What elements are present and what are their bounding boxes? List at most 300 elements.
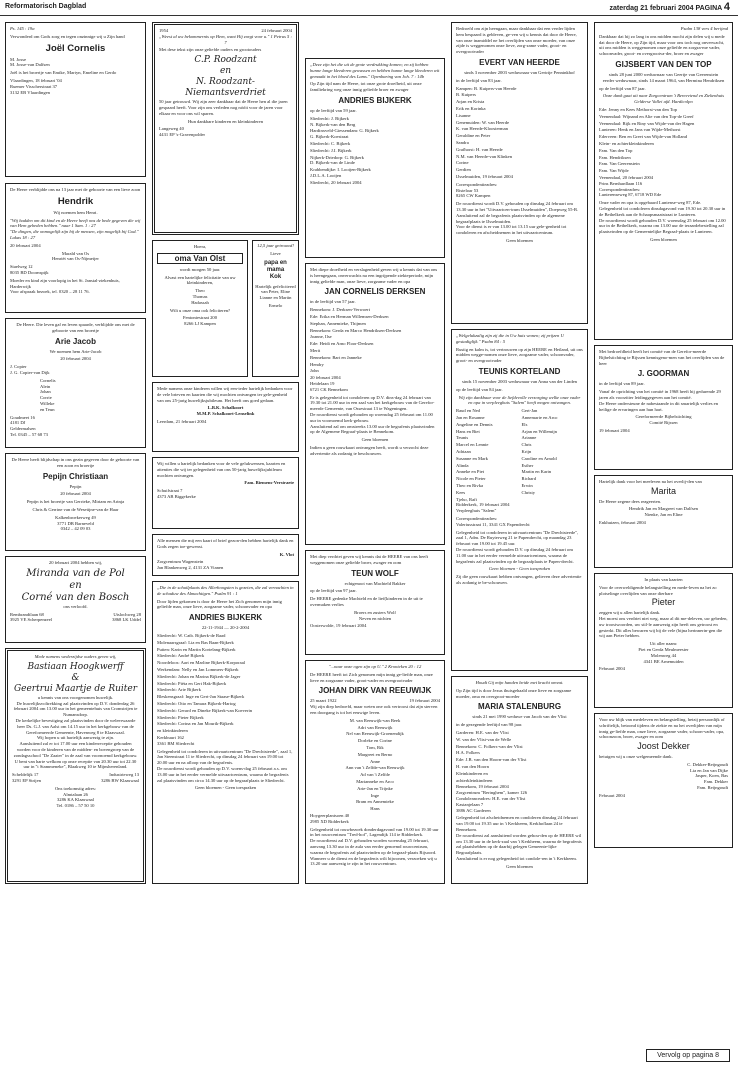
- continued-on-page-link[interactable]: Vervolg op pagina 8: [646, 1049, 730, 1062]
- celebrant-name: oma Van Olst: [157, 253, 243, 264]
- family-row: Annemarie en Arco: [521, 414, 558, 420]
- family-row: John: [310, 368, 319, 374]
- address: 20 februari 2004 Heidelaan 19 6721 CK Bennekom: [310, 375, 348, 392]
- widower-note: sinds 28 juni 2000 weduwnaar van Geertje van Geerenstein eerder weduwnaar, sinds 14 maart 1964, van Hermina Hendriksen: [602, 71, 725, 83]
- note: Moeder en kind zijn voorlopig in het St. Janstal-ziekenhuis, Harderwijk Voor afspraak bezoek, tel. 0320 – 28 11 76.: [10, 277, 120, 295]
- family-row: Fam. Van Wijde: [599, 168, 629, 174]
- deceased-name: Joost Dekker: [637, 741, 690, 752]
- family-row: H. van den Hoorn: [456, 763, 489, 769]
- address: Correspondentieadres: Valeriusstraat 11, 3341 GX Papendrecht: [456, 515, 530, 527]
- address: Veenendaal, 20 februari 2004 Prins Bernhardlaan 116 Correspondentieadres: Lunterenseweg 87, 6718 WD Ede: [599, 174, 662, 198]
- date: 20 februari 2004: [10, 242, 41, 248]
- intro: De Heere. Die leven gaf en leven spaarde, verblijdde ons met de geboorte van een broertje: [16, 322, 135, 333]
- family-row: Arjan en Willemijn: [521, 428, 557, 434]
- intro: Voor de overweldigende belangstelling en mede-leven na het zo plotselinge overlijden van onze dierbare: [599, 584, 717, 596]
- nickname: We noemen hem Arie-Jacob: [49, 348, 102, 354]
- obituary-jan-derksen: [305, 263, 445, 545]
- blessing: De Heere zegene dees reageerten.: [599, 498, 662, 504]
- intro: De Heere verblijdde ons na 13 jaar met de geboorte van een lieve zoon: [10, 187, 141, 192]
- funeral-details: Gelegenheid tot condoleren in uitvaartcentrum "De Drechtsteede", zaal 1, Jan Steenstraat 11 te Sliedrecht, op dinsdag 24 februari van 19.00 tot 20.00 uur en na afloop van de begrafenis. De rouwdienst wordt gehouden op D.V. woens-dag 25 februari a.s. om 13.00 uur in het eerder vermelde uitvaartcentrum, waarna de begrafenis zal plaatsvinden om circa 14.30 uur op de begraafplaats te Sliedrecht.: [157, 748, 293, 783]
- intro: Op Zijn tijd is door Jezus thuisgehaald onze lieve en zorgzame moeder, oma en overgroot-moeder: [456, 687, 572, 699]
- parents: Chris & Gerrine van de Wesetijne-van de Haar: [32, 506, 119, 512]
- address: Kerkbuurt 162 3361 BM Sliedrecht: [157, 734, 195, 746]
- family-row: Bleskensgraaf: Inge en Gert-Jan Staase-Bijkerk: [157, 694, 245, 700]
- quote: "Wij hadden om dit kind en de Heere heeft ons de bede gegeven die wij van Hem gebeden hebben." naar 1 Sam. 1 : 27 "De dingen, die onmogelijk zijn bij de mensen, zijn mogelijk bij God." Lukas 18 : 27: [10, 217, 141, 240]
- family-row: Erwin: [521, 482, 533, 488]
- family-row: Ede: Erika en Herman Willemsen-Derksen: [310, 313, 389, 319]
- widower-note: sinds 15 november 2003 weduwnaar van Anna van der Linden: [462, 378, 577, 384]
- siblings: Cornelis Alein Johan Corrie Willeke en Teun: [40, 377, 56, 412]
- footnote: Geen bloemen: [506, 863, 533, 869]
- thanks-ad-marita: [594, 475, 733, 568]
- child-name: Joël Cornelis: [45, 42, 106, 54]
- thanks-ad-pieter: [594, 573, 733, 708]
- footnote: Geen bloemen: [361, 437, 389, 443]
- family-row: B. Kuipers: [456, 92, 476, 98]
- family-row: Merit: [310, 347, 321, 353]
- family-row: Hardinxveld-Giessendam: G. Bijkerk G. Bijkerk-Koestraat: [310, 128, 379, 140]
- signed: Uit aller naam: Piet en Gerda Meulmeester Molenweg 44 4341 BE Arnemuiden: [638, 641, 689, 664]
- year-start: 1954: [159, 28, 169, 33]
- family-row: Marianneke en Arco: [356, 778, 394, 784]
- headline: 12,5 jaar getrouwd!: [257, 243, 294, 248]
- family-row: Kampen: B. Kuipers-van Heerde: [456, 85, 517, 91]
- intro: Hartelijk dank voor het meeleven na het overlij-den van: [599, 479, 702, 484]
- couple-names: Bastiaan Hoogkwerff & Geertrui Maartje de Ruiter: [13, 661, 138, 694]
- address-left: Scheldelijk 17 3291 EP Strijen: [12, 772, 41, 783]
- age: op de leeftijd van 84 jaar.: [456, 386, 503, 392]
- family-row: Bennekom: C. Folkers-van der Vlist: [456, 743, 523, 749]
- funeral-details: Gelegenheid tot condoleren in uitvaartcentrum "De Drechtsteede", zaal 1, Adm. De Ruyterweg 21 te Papendrecht, op maandag 23 februari van 19.00 tot 19.45 uur. De rouwdienst wordt gehouden D.V. op dinsdag 24 februari om 11.00 uur in het eerder vermelde uitvaartcentrum, waarna de begrafenis zal plaatsvinden op de begraafplaats te Papen-drecht.: [456, 529, 579, 564]
- family-row: Jan en Rosanne: [456, 414, 485, 420]
- birthday-ad-oma: [152, 240, 248, 377]
- family-row: Bram en Annemieke: [356, 799, 394, 805]
- family-row: Ederveen: Ben en Greet van Wijde-van Holland: [599, 134, 687, 140]
- signed: Fam. Biemens-Verstraete: [244, 480, 294, 486]
- signed: C. Dekker-Reijngoudt Lia en Jan van Dijke Jasper, Koen, Bas Fam. Dekker Fam. Reijngoudt: [687, 761, 728, 790]
- congrats: Alvast een hartelijke felicitatie van uw kleinkinderen,: [164, 274, 236, 286]
- nickname: Pepijn: [69, 483, 82, 489]
- age: op de leeftijd van 97 jaar.: [310, 588, 357, 594]
- family-row: Nicole en Pieter: [456, 476, 486, 482]
- family-row: en kleinkinderen: [157, 728, 188, 734]
- place-date: IJsselmuiden, 19 februari 2004: [456, 173, 513, 179]
- intro: Dankbaar dat hij zo lang in ons midden mocht zijn delen wij u mede dat door de Heere, op Zijn tijd, maar voor ons toch nog onverwacht, uit ons midden is weggenomen onze geliefde en zorgza-me vader, schoonvader, groot- en overgrootva-der, broer en zwager: [599, 33, 725, 57]
- footnote: Geen bloemen - Geen toespraken: [194, 785, 257, 791]
- family-row: Tjeho, Rafi: [456, 496, 477, 502]
- family-row: Sliedrecht: J. Bijkerk N. Bijkerk-van den Berg: [310, 115, 356, 127]
- life-dates: 22-11-1944 — 20-2-2004: [201, 625, 250, 631]
- obituary-andries-bijkerk-family: [305, 58, 445, 258]
- family-list: [456, 86, 583, 173]
- family-row: Tom, Rik: [366, 744, 384, 750]
- thanks-ad-vlot: [152, 534, 299, 576]
- age: op de leeftijd van 59 jaar.: [310, 107, 357, 113]
- intro: Met dese tekst zijn onze geliefde ouders en grootouders: [159, 47, 262, 53]
- date: 24 februari 2004: [261, 28, 292, 33]
- page-header: [0, 0, 738, 16]
- occasion: wordt morgen 50 jaar.: [179, 266, 221, 272]
- intro: De Heere heeft blijdschap in ons gezin gegeven door de geboorte van een zoon en broertje: [11, 457, 140, 468]
- family-row: Sliedrecht: Corina en Jan Mourik-Bijkerk: [157, 721, 234, 727]
- deceased-name: EVERT VAN HEERDE: [479, 57, 560, 67]
- family-list: [599, 107, 728, 174]
- family-row: Adri van Reeuwijk: [357, 724, 393, 730]
- grandchildren: Theo Thomas Hadassah: [191, 288, 209, 305]
- congrats: Hartelijk gefeliciteerd van Peter, Eline Lianne en Martin: [255, 283, 296, 301]
- family-row: Chris: [521, 442, 532, 448]
- family-row: Sliedrecht: Pieter Bijkerk: [157, 714, 204, 720]
- funeral-details: Gelegenheid tot rouwbezoek donderdagavond van 19.00 tot 19.30 uur in het rouwcentrum "Tred-hof", Lagendijk 114 te Ridderkerk. De rouwdienst zal D.V. gehouden worden woensdag 25 februari, aanvang 13.30 uur in de aula van eerder genoemd rouwcentrum, waarna de begrafenis zal plaatsvinden op de begraaf-plaats Rijsoord. Wanneer u de dienst en de begrafenis wilt bijwonen, verzoeken wij u 13.20 uur aanwezig te zijn in het rouwcentrum.: [310, 826, 439, 867]
- nickname: Wij noemen hem Henri.: [53, 209, 98, 215]
- funeral-details: Er is gelegenheid tot condoleren op D.V. dins-dag 24 februari van 19.30 tot 21.00 uur in een zaal van het kerkgebouw van de Gerefor-meerde Gemeente, van Ossestraat 13 te Wageningen. De rouwdienst wordt gehouden op woensdag 25 februari om 11.00 uur in voornoemd kerk-gebouw. Aansluitend zal om omstreeks 13.00 uur de begrafenis plaatsvinden op de Algemene Begraaf-plaats te Bennekom.: [310, 394, 435, 435]
- family-list: [456, 730, 583, 783]
- body: De HEERE gedenke Machteld en de lief(kinderen in de uit te overmaken verlies: [310, 596, 423, 607]
- intro: Mede namens wederzijdse ouders geven wij,: [34, 654, 117, 659]
- child-name: Arie Jacob: [55, 336, 96, 346]
- date: 20 februari 2004: [60, 356, 91, 362]
- family-row: Grafhorst: H. van Heerde: [456, 146, 503, 152]
- family-row: Kleinkinderen en: [456, 770, 488, 776]
- family-row: Ad van 't Zelfde: [360, 772, 390, 778]
- family-row: Marcel en Lennie: [456, 442, 489, 448]
- body: Alle mensen die mij een kaart of brief gezon-den hebben hartelijk dank en Gods zegen toe-gewenst.: [157, 538, 294, 549]
- widower-note: sinds 3 november 2003 weduwnaar van Gertrije Penninkhof: [464, 69, 575, 75]
- family-list: [310, 718, 440, 812]
- date: Februari 2004: [599, 792, 625, 798]
- age: in de leeftijd van 89 jaar.: [599, 381, 645, 387]
- body: zeggen wij u allen hartelijk dank. Het moest ons verdriet niet weg, maar al dit me-deleven, uw gebeden, uw troostwoorden, uw stil-le aanwezig zijn heeft ons getroost en gesterkt. Dit alles bewaren wij bij de vele (bijna herinnerin-gen die wij aan Pieter hebben.: [599, 610, 728, 639]
- family-row: Krabbendijke: I. Looijen-Bijkerk J.D.L.A. Looijen: [310, 167, 371, 178]
- family-row: Theo en Rivka: [456, 482, 484, 488]
- signed: Broers en zusters Wolf Neven en nichten: [354, 609, 396, 621]
- family-row: Nijkerk-Driedorp: G. Bijkerk D. Bijkerk-van de Linde: [310, 154, 364, 166]
- intro: Met diepe droefheid en verslagenheid geven wij u kennis dat van ons is heengegaan, onverwachts na een ingrijpende ziekteperiode, mijn innig geliefde man, onze lieve, zorgzame vader en opa: [310, 267, 438, 284]
- family-row: Ede: Heidi en Arno Floor-Derksen: [310, 341, 374, 347]
- deceased-name: ANDRIES BIJKERK: [338, 95, 412, 105]
- family-list: [310, 116, 440, 179]
- family-row: K. van Heerde-Kloosterman: [456, 126, 508, 132]
- family-row: N.M. van Heerde-van Klinken: [456, 153, 512, 159]
- headline: In plaats van kaarten: [644, 577, 683, 582]
- family-row: W. van der Vlist-van de Welle: [456, 736, 512, 742]
- address: Kalkenbroekerweg 49 3771 DB Barneveld 0342 – 42 09 03: [55, 514, 96, 532]
- thanks: betuigen wij u onze welgemeende dank.: [599, 753, 673, 759]
- family-row: Molenaarsgraaf: Lia en Bas Baan-Bijkerk: [157, 639, 234, 645]
- family-row: Ann van 't Zelfde-van Reeuwijk: [345, 765, 405, 771]
- address: Vlaardingen, 18 februari '04 Ruemer Visscherstraat 37 3132 EB Vlaardingen: [10, 77, 62, 95]
- quote: Houdt Gij mijn handen beide met kracht omvat.: [475, 680, 564, 685]
- page-date: zaterdag 21 februari 2004 PAGINA 4: [609, 1, 730, 13]
- date: Februari 2004: [599, 666, 625, 672]
- family-row: Veenendaal: Wijnand en Alie van den Top-de Greef: [599, 113, 694, 119]
- funeral-details: De rouwdienst wordt D.V. gehouden op dinsdag 24 februari om 13.30 uur in het "Uitvaartcen-trum IJsselmuiden", Doepweg 55-B. Aansluitend zal de begrafenis plaatsvinden op de algemene begraafplaats te IJsselmuiden. Voor de dienst is er van 13.00 tot 13.15 uur gele-genheid tot condoleren en afscheidnemen in het uitvaartcentrum.: [456, 201, 579, 236]
- parents: Marald van Os Henriët van Os-Nijmeijer: [52, 250, 99, 262]
- family-row: Kees: [456, 489, 466, 495]
- family-row: Arjan en Krista: [456, 99, 485, 105]
- intro: De HEERE heeft tot Zich genomen mijn innig ge-liefde man, onze lieve en zorgzame vader, groot-vader en overgrootvader: [310, 671, 433, 683]
- family-row: Adriaan: [456, 448, 471, 454]
- family-row: Joanne, Ilse: [310, 334, 332, 340]
- publication-name: Reformatorisch Dagblad: [5, 3, 87, 10]
- child-name: Pepijn Christiaan: [42, 471, 109, 481]
- footnote: Geen bloemen: [506, 237, 533, 243]
- deceased-name: Pieter: [651, 597, 676, 608]
- couple-names: C.P. Roodzant en N. Roodzant- Niemantsverdriet: [185, 55, 266, 99]
- family-row: Sliedrecht: W. Catb. Bijkerk-de Raad: [157, 632, 226, 638]
- deceased-name: MARIA STALENBURG: [477, 702, 562, 712]
- thanks-ad-biemens: [152, 457, 299, 529]
- quote: Psalm 138 vers 4 berijmd: [680, 26, 728, 31]
- signed: K. Vlot: [279, 551, 294, 557]
- family-row: Margreet en Berno: [357, 751, 393, 757]
- date: 19 februari 2004: [599, 427, 630, 433]
- deceased-name: J. GOORMAN: [637, 369, 690, 379]
- family-row: Lisanne: [456, 112, 471, 118]
- footnote: Geen bloemen: [650, 236, 677, 242]
- family-row: Corine: [456, 160, 469, 166]
- obituary-teunis-korteland: [451, 329, 588, 671]
- family-row: Sliedrecht: Gerard en Dineke Bijkerk-van Koeverin: [157, 707, 253, 713]
- signed: Hun dankbare kinderen en kleinkinderen: [187, 118, 263, 124]
- obituary-andries-bijkerk: [152, 581, 299, 884]
- siblings: Joël is het broertje van Emike, Martyn, Emeline en Gerdo: [10, 70, 117, 76]
- address: Zorgcentrum Wagenstein Jan Blankenweg 2, 4131 ZA Vianen: [157, 559, 224, 571]
- family-row: Gert-Jan: [521, 408, 538, 414]
- address: Langeweg 40 4431 EP 's-Gravenpolder: [159, 126, 206, 138]
- anniversary-ad-roodzant: [152, 22, 299, 235]
- family-row: Alinda: [456, 462, 469, 468]
- future-address: Ons toekomstig adres: Almtalaan 26 3286 KA Klaaswaal Tel. 0186 – 57 50 10: [54, 785, 97, 809]
- anniversary-ad-kok: [252, 240, 299, 377]
- family-row: Bennekom: J. Derksen-Verwoert: [310, 307, 371, 313]
- thanks-ad-joost-dekker: [594, 713, 733, 848]
- parents: J. Copier J. G. Copier-van Dijk: [10, 364, 50, 375]
- body: 50 jaar getrouwd. Wij zijn zeer dankbaar dat de Heere hen al die jaren gespaard heeft. Voor zijn ons verleden nog nóóit voor de jaren voor elkaar en voor ons wil sparen.: [159, 99, 288, 116]
- family-row: Teunis: [456, 435, 469, 441]
- obituary-teun-wolf: [305, 550, 445, 655]
- age: in de leeftijd van 57 jaar.: [310, 299, 356, 305]
- place-date: Enkhuizen, februari 2004: [599, 519, 646, 525]
- intro: Hoera,: [193, 244, 207, 249]
- deceased-name: ANDRIES BIJKERK: [188, 613, 263, 623]
- family-row: Arie-Jan en Trijnke: [357, 785, 393, 791]
- family-row: Hendry: [310, 361, 324, 367]
- quote: „Weest al uw bekommernis op Hem, want Hij zorgt voor u." 1 Petrus 5 : 7: [159, 33, 293, 45]
- body: Vanaf de oprichting van het comité in 1968 heeft hij gedurende 29 jaren als voorzitter leidinggegeven aan het comité. De Heere ondersteune de nabestaande in dit smartelijk verlies en heilige de ervaringen aan hun hart.: [599, 389, 721, 412]
- obituary-evert-van-heerde: [451, 22, 588, 324]
- deceased-name: TEUNIS KORTELAND: [478, 366, 561, 376]
- family-row: achterkleinkinderen: [456, 777, 493, 783]
- deceased-name: TEUN WOLF: [351, 568, 399, 578]
- quote: „Welgelukzalig zijn zij die in Uw huis wonen; zij prijzen U gestadiglijk." Psalm 84 : 5: [456, 333, 564, 344]
- family-row: Martin en Karin: [521, 469, 552, 475]
- place: Ermelo: [268, 302, 283, 308]
- family-row: Gerdien: [456, 167, 471, 173]
- quote: „Deze zijn het die uit de grote verdrukking komen; en zij hebben hunne lange kleederen gewassen en hebben hunne lange kleederen wit gemaakt in het bloed des Lams." Openbaring van Joh. 7 : 14b: [310, 62, 440, 79]
- address: Goudmeet 16 4181 DJ Geldermalsen Tel. 0345 – 57 68 73: [10, 414, 48, 437]
- child-name: Hendrik: [57, 195, 94, 207]
- couple-names: Miranda van de Pol en Corné van den Bosch: [21, 567, 130, 603]
- address: Bennekom, 19 februari 2004 Zorgcentrum "Beringhem", kamer 126 Condoleanceadres: H.E. van der Vlist Kastanjelaan 7 3886 AC Garderen: [456, 784, 528, 813]
- family-row: Ede: Jenny en Kees Methorst-van den Top: [599, 106, 677, 112]
- birth-ad-joel: [5, 22, 146, 177]
- family-row: Lunteren: Henk en Jans van Wijde-Methorst: [599, 127, 681, 133]
- parents: M. Josse M. Josse-van Dalfsen: [10, 56, 50, 68]
- age: op de leeftijd van 87 jaar.: [599, 85, 646, 91]
- place-date: Leerdam, 21 februari 2004: [157, 418, 207, 424]
- birth-date: 25 maart 1922: [310, 698, 337, 704]
- intro: Door lijden gekomen is door de Heere het Zich genomen mijn innig geliefde man, onze lieve, zorgzame vader, schoonvader en opa: [157, 598, 282, 610]
- signed: Gereformeerde Bijbelstichting Comité Rijssen: [635, 414, 692, 426]
- family-row: Dorleke en Corine: [358, 738, 392, 744]
- intro: Op Zijn tijd nam de Heere, tot onze grote droefheid, uit onze familiekring weg onze innig geliefde broer en zwager: [310, 81, 422, 93]
- family-row: Sliedrecht: J.I. Bijkerk: [310, 147, 352, 153]
- address: Schuifstraat 7 4373 AB Biggekerke: [157, 488, 196, 499]
- siblings: Pepijn is het broertje van Gerrieke, Miriam en Arinja: [26, 499, 125, 505]
- funeral-details: Onze vader en opa is opgebaard Luntense-weg 87, Ede. Gelegenheid tot condoleren dinsdagavond van 19.30 tot 20.30 uur in de Bethelkerk aan de Schaapsmaatstraat te Lunteren. De rouwdienst wordt gehouden D.V. woensdag 25 februari om 12.00 uur in de Bethelkerk, waarna om 13.00 uur de teraardebestelling zal plaatsvinden op de Gemeentelijke Begraaf-plaats te Lunteren.: [599, 200, 726, 235]
- deceased-name: JAN CORNELIS DERKSEN: [324, 287, 426, 297]
- engagement-ad: [5, 556, 146, 643]
- birth-ad-arie: [5, 318, 146, 448]
- wedding-ad: [5, 648, 146, 884]
- family-row: Sliedrecht: Johan en Marina Bijkerk-de Jager: [157, 673, 241, 679]
- body: Mede namens onze kinderen willen wij een-ieder hartelijk bedanken voor de vele brieven en kaarten die wij mochten ontvangen ter gele-genheid van ons 25-jarig huwelijksjubileum. Het heeft ons goed gedaan.: [157, 386, 293, 403]
- birth-ad-hendrik: [5, 183, 146, 313]
- obituary-maria-stalenburg: [451, 676, 588, 884]
- quote: „Die in de schuilplaats des Allerhoogsten is gezeten, die zal vernachten in de schaduw des Almachtigen." Psalm 91 : 1: [157, 585, 294, 596]
- family-row: Erik en Korinka: [456, 105, 486, 111]
- family-row: Angeline en Dennis: [456, 421, 493, 427]
- family-row: Hans en Biet: [456, 428, 480, 434]
- intro: Met bedroefdheid heeft het comité van de Gerefor-meerde Bijbelstichting te Rijssen kennisgeno-men van het overlijden van de heer: [599, 349, 725, 366]
- footnote-2: Indien u geen rouwkaart ontvangen heeft, wordt u verzocht deze advertentie als zodanig te beschouwen.: [310, 444, 429, 456]
- gratitude-note: Onze dank gaat uit naar Zorgcentrum 't Bereeviend en Ziekenhuis Gelderse Vallei afd. Hardicolpo: [602, 93, 725, 105]
- family-row: Stephan, Annemieke, Thijmen: [310, 320, 366, 326]
- intro: 20 februari 2004 hebben wij,: [48, 560, 103, 565]
- widow-note: sinds 21 mei 1990 weduwe van Jacob van der Vlist: [472, 714, 567, 720]
- intro: Verwonderd om Gods zorg en tegen onzinnige wij u Zijn hand: [10, 33, 125, 39]
- family-row: Fam. Van Geerenstein: [599, 161, 640, 167]
- body: Wij willen u hartelijk bedanken voor de vele gelukwensen, kaarten en attenties die wij ter gelegenheid van ons 50-jarig huwelijksjubileum mochten ontvangen.: [157, 461, 286, 478]
- family-row: Richard: [521, 476, 537, 482]
- note: Wilt u onze oma ook feliciteren?: [169, 307, 231, 313]
- family-row: Sandra: [456, 139, 469, 145]
- family-row: Esther: [521, 462, 534, 468]
- family-row: Noordeloos: Aart en Marline Bijkerk-Korporaal: [157, 660, 246, 666]
- family-row: Anne: [370, 758, 380, 764]
- family-row: Ede: J.B. van den Hoorn-van der Vlist: [456, 757, 527, 763]
- place-date: Oosterwolde, 19 februari 2004: [310, 623, 367, 629]
- age: in de gezegende leeftijd van 98 jaar.: [456, 722, 523, 728]
- family-list: [157, 633, 294, 734]
- couple-names: papa en mama Kok: [264, 259, 287, 280]
- obituary-j-goorman: [594, 345, 733, 470]
- signed: L.B.K. Schalkoort M.M.P. Schalkoort-Lenselink: [196, 405, 255, 417]
- family-row: Christy: [521, 489, 536, 495]
- gratitude-note: Wij zijn dankbaar voor de liefdevolle verzorging welke onze vader en opa in verpleeghuis "Salem" heeft mogen ontvangen.: [458, 394, 581, 406]
- family-row: Putten: Karin en Martin Kortelang-Bijkerk: [157, 646, 236, 652]
- family-row: Hans: [370, 806, 380, 812]
- intro: Bedroefd om zijn heengaan, maar dankbaar dat een verder lijden hem bespaard is gebleven, ge-ven wij u kennis dat door de Heere, van onze inamiddel ne het overlijden van onze moeder, van onze zijde is weggenomen onze lieve, zorg-zame vader, groot- en overgrootvader: [456, 26, 577, 55]
- family-row: H.A. Folkers: [456, 750, 480, 756]
- address: Correspondentieadres: Risteloar 53 8265 CW Kampen: [456, 181, 498, 199]
- announcement: ons verloofd.: [63, 603, 88, 609]
- wedding-details: u kennis van ons voorgenomen huwelijk. De huwelijksvoltrekking zal plaatsvinden op D.V. donderdag 26 februari 2004 om 13.00 uur in het gemeentehuis van Cromstrijen te Numansdorp. De kerkelijke bevestiging zal plaatsvinden door de weleerwaarde heer Ds. G.J. van Aalst om 14.15 uur in het kerkgebouw van de Gereformeerde Gemeente, Havenweg 8 te Klaaswaal. Wij hopen u uit hartelijk aanwezig te zijn. Aansluitend zal er tot 17.00 uur een kinderreceptie gehouden worden voor de kinderen van de midden- en bovengroep van de zondagsschool "De Zaaier" in de zaal van voornoemd kerkgebouw. U bent van harte welkom op onze receptie van 20.30 uur tot 22.30 uur in "t Stammeneke", Blaakweg 10 te Mijnsherenland.: [13, 694, 138, 770]
- family-row: Sliedrecht: Piëta en Gert Hak-Bijkerk: [157, 680, 227, 686]
- spouse: echtgenoot van Machteld Bakker: [344, 580, 406, 586]
- family-row: M. van Reeuwijk-van Beek: [349, 717, 401, 723]
- footnote: Geen bloemen - Geen toespraken: [488, 566, 551, 572]
- family-list: [456, 408, 583, 502]
- family-row: Caroline en Arnold: [521, 455, 557, 461]
- footnote-2: Zij die geen rouwkaart hebben ontvangen, gelieven deze advertentie als zodanig te be-schouwen.: [456, 574, 582, 585]
- family-row: Raud en Ned: [456, 408, 480, 414]
- family-row: Veenendaal: Rijk en Riny van Wijde-van der Hagen: [599, 120, 695, 126]
- family-row: Susanne en Mark: [456, 455, 488, 461]
- family-row: Arianne: [521, 435, 537, 441]
- family-row: Els: [521, 421, 528, 427]
- address: Hoygeerplantsoen 40 2985 XD Ridderkerk: [310, 812, 350, 824]
- age: in de leeftijd van 83 jaar.: [456, 77, 502, 83]
- family-row: Sliedrecht: C. Bijkerk: [310, 140, 351, 146]
- deceased-name: JOHAN DIRK VAN REEUWIJK: [318, 686, 432, 696]
- family-row: Inge: [370, 792, 380, 798]
- family-row: Sliedrecht: Arie Bijkerk: [157, 687, 201, 693]
- obituary-gijsbert-van-den-top: [594, 22, 733, 340]
- family-row: Krijn: [521, 448, 532, 454]
- deceased-name: Marita: [650, 485, 676, 496]
- family-row: Klein- en achterkleinkinderen: [599, 140, 654, 146]
- family-row: Sliedrecht: André Bijkerk: [157, 653, 205, 659]
- family-row: Bennekom: Bart en Janneke: [310, 354, 362, 360]
- family-row: Fam. Van den Top: [599, 147, 633, 153]
- address-right: Utslochweg 28 3868 LK Uddel: [112, 611, 141, 623]
- family-list: [310, 307, 440, 374]
- greeting: Lieve: [270, 250, 281, 256]
- quote: "...naar onze ogen zijn op U." 2 Kronieken 20 : 12: [328, 664, 422, 669]
- place-date: Sliedrecht, 20 februari 2004: [310, 179, 362, 185]
- family-row: Bennekom: Gerda en Marco Hendriksen-Derksen: [310, 327, 402, 333]
- signed: Hendrik Jan en Margreet van Dalfsen Nienke, Jan en Eline: [629, 506, 698, 518]
- family-row: Nel van Reeuwijk-Groenendijk: [346, 731, 404, 737]
- birth-ad-pepijn: [5, 453, 146, 551]
- address-right: Industrieweg 13 3286 BW Klaaswaal: [101, 772, 139, 783]
- family-row: Garderen: H.E. van der Vlist: [456, 729, 509, 735]
- death-date: 19 februari 2004: [409, 698, 440, 704]
- address-left: Rembrandtlaan 68 3925 VE Scherpenzeel: [10, 611, 53, 623]
- intro: Voor uw blijk van medeleven en belangstelling, hetzij persoonlijk of schriftelijk, betoond tijdens de ziekte en na het overlijden van mijn innig ge-liefde man, onze lieve, zorgzame vader, schoon-vader, opa, schoonzoon, broer, zwager en oom: [599, 717, 725, 740]
- place-date: Ridderkerk, 19 februari 2004 Verpleeghuis "Salem": [456, 502, 510, 514]
- family-row: Anneke en Piet: [456, 469, 485, 475]
- body: Wij zijn diep bedroefd, maar weten one ook vertroost dat zijn sterven een doorgang is tot het eeuwige leven.: [310, 704, 438, 715]
- thanks-ad-schalkoort: [152, 382, 299, 452]
- quote: Ps. 145 : 19a: [10, 26, 35, 31]
- address: Fentoniestraat 200 8266 LJ Kampen: [182, 315, 218, 327]
- date: 20 februari 2004: [60, 491, 91, 497]
- funeral-details: Gelegenheid tot afscheidnemen en condoleren dinsdag 24 februari van 19.00 tot 19.35 uur in 't Kerkheem, Kerkhoflaan 24 te Bennekom. De rouwdienst zal aansluitend worden gehou-den op de HEERE wil om 13.30 uur in de kerk-zaal van 't Kerkheem, waarna de begrafenis zal plaatshebben op de daarbij gelegen Gemeente-lijke Begraafplaats. Aansluitend is er nog gelegenheid tot condole-ren in 't Kerkheem.: [456, 815, 582, 861]
- obituary-johan-van-reeuwijk: [305, 660, 445, 884]
- family-row: Genemuiden: W. van Heerde: [456, 119, 510, 125]
- family-row: Werkendam: Nelly en Jan Lommers-Bijkerk: [157, 666, 239, 672]
- intro: Rustig en kalm is, tot vertrouwen op zijn HEERE en Heiland, uit ons midden wegge-nomen onze lieve, zorgzame vader, schoonvader, groot- en overgrootvader: [456, 346, 583, 364]
- family-row: Fam. Hendriksen: [599, 154, 631, 160]
- address: Staelweg 12 8035 BD Doornspijk: [10, 264, 49, 275]
- family-row: Geraldine en Peter: [456, 133, 491, 139]
- family-row: Sliedrecht: Otto en Tamara Bijkerk-Hartog: [157, 700, 236, 706]
- deceased-name: GIJSBERT VAN DEN TOP: [615, 59, 712, 69]
- intro: Met diep verdriet geven wij kennis dat de HEERE van ons heeft weggenomen onze geliefde broer, zwager en oom: [310, 554, 428, 565]
